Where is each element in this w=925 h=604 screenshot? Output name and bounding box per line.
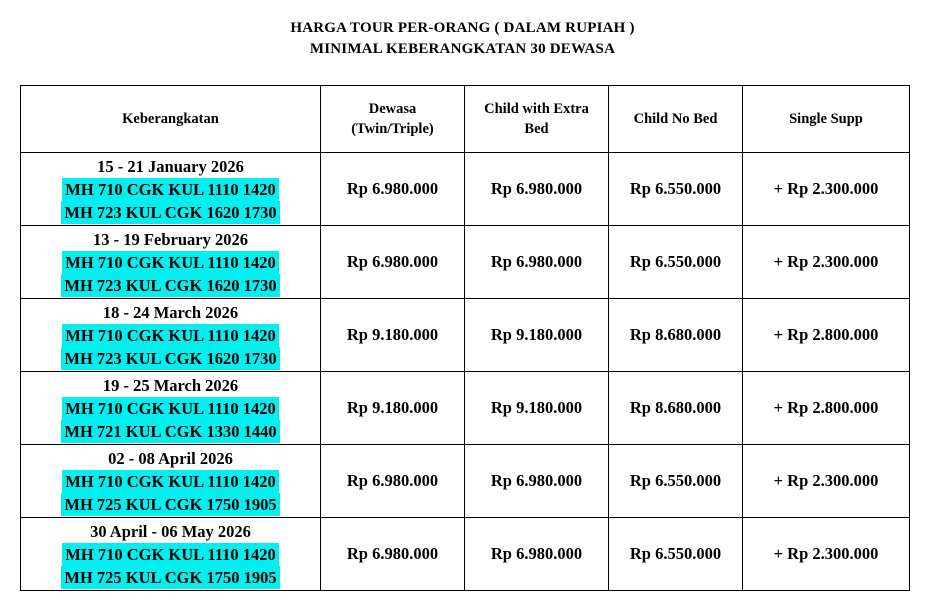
flight-return: MH 723 KUL CGK 1620 1730: [61, 347, 279, 370]
single-supp-price: + Rp 2.300.000: [743, 153, 910, 226]
adult-price: Rp 9.180.000: [321, 299, 465, 372]
header-child-extra-bed: [465, 86, 609, 153]
child-no-bed-price: Rp 6.550.000: [609, 518, 743, 591]
table-row: [21, 153, 910, 226]
single-supp-price: + Rp 2.300.000: [743, 518, 910, 591]
child-extra-bed-price: Rp 6.980.000: [465, 226, 609, 299]
child-no-bed-price: Rp 6.550.000: [609, 226, 743, 299]
header-single-supp: Single Supp: [743, 86, 910, 153]
header-child-extra-line2: Bed: [524, 121, 549, 137]
departure-date: 02 - 08 April 2026: [108, 448, 233, 468]
flight-outbound: MH 710 CGK KUL 1110 1420: [62, 397, 278, 420]
flight-outbound: MH 710 CGK KUL 1110 1420: [62, 324, 278, 347]
child-no-bed-price: Rp 8.680.000: [609, 372, 743, 445]
adult-price: Rp 6.980.000: [321, 445, 465, 518]
document-title: [0, 18, 925, 60]
title-line-1: HARGA TOUR PER-ORANG ( DALAM RUPIAH ): [290, 20, 635, 36]
departure-date: 18 - 24 March 2026: [102, 302, 239, 322]
table-row: [21, 299, 910, 372]
adult-price: Rp 6.980.000: [321, 226, 465, 299]
single-supp-price: + Rp 2.300.000: [743, 445, 910, 518]
departure-cell: [21, 153, 321, 226]
single-supp-price: + Rp 2.800.000: [743, 299, 910, 372]
child-extra-bed-price: Rp 9.180.000: [465, 372, 609, 445]
child-extra-bed-price: Rp 6.980.000: [465, 153, 609, 226]
child-no-bed-price: Rp 8.680.000: [609, 299, 743, 372]
flight-return: MH 725 KUL CGK 1750 1905: [61, 566, 279, 589]
header-row: [21, 86, 910, 153]
title-line-2: MINIMAL KEBERANGKATAN 30 DEWASA: [309, 41, 616, 57]
header-adult-line2: (Twin/Triple): [351, 121, 434, 137]
single-supp-price: + Rp 2.800.000: [743, 372, 910, 445]
departure-cell: [21, 445, 321, 518]
header-adult-line1: Dewasa: [368, 101, 417, 117]
departure-cell: [21, 518, 321, 591]
departure-date: 19 - 25 March 2026: [102, 375, 239, 395]
table-row: [21, 372, 910, 445]
flight-return: MH 721 KUL CGK 1330 1440: [61, 420, 279, 443]
departure-cell: [21, 299, 321, 372]
flight-outbound: MH 710 CGK KUL 1110 1420: [62, 543, 278, 566]
adult-price: Rp 6.980.000: [321, 153, 465, 226]
header-adult: [321, 86, 465, 153]
price-table: [20, 85, 910, 591]
departure-date: 30 April - 06 May 2026: [90, 521, 251, 541]
departure-date: 15 - 21 January 2026: [97, 156, 244, 176]
table-row: [21, 445, 910, 518]
child-extra-bed-price: Rp 6.980.000: [465, 445, 609, 518]
flight-outbound: MH 710 CGK KUL 1110 1420: [62, 178, 278, 201]
child-extra-bed-price: Rp 6.980.000: [465, 518, 609, 591]
header-child-extra-line1: Child with Extra: [484, 101, 589, 117]
single-supp-price: + Rp 2.300.000: [743, 226, 910, 299]
header-departure: Keberangkatan: [21, 86, 321, 153]
adult-price: Rp 6.980.000: [321, 518, 465, 591]
flight-outbound: MH 710 CGK KUL 1110 1420: [62, 251, 278, 274]
flight-return: MH 723 KUL CGK 1620 1730: [61, 201, 279, 224]
flight-outbound: MH 710 CGK KUL 1110 1420: [62, 470, 278, 493]
adult-price: Rp 9.180.000: [321, 372, 465, 445]
table-row: [21, 518, 910, 591]
child-extra-bed-price: Rp 9.180.000: [465, 299, 609, 372]
child-no-bed-price: Rp 6.550.000: [609, 445, 743, 518]
header-child-no-bed: Child No Bed: [609, 86, 743, 153]
child-no-bed-price: Rp 6.550.000: [609, 153, 743, 226]
flight-return: MH 725 KUL CGK 1750 1905: [61, 493, 279, 516]
table-row: [21, 226, 910, 299]
departure-cell: [21, 372, 321, 445]
flight-return: MH 723 KUL CGK 1620 1730: [61, 274, 279, 297]
departure-date: 13 - 19 February 2026: [93, 229, 248, 249]
departure-cell: [21, 226, 321, 299]
